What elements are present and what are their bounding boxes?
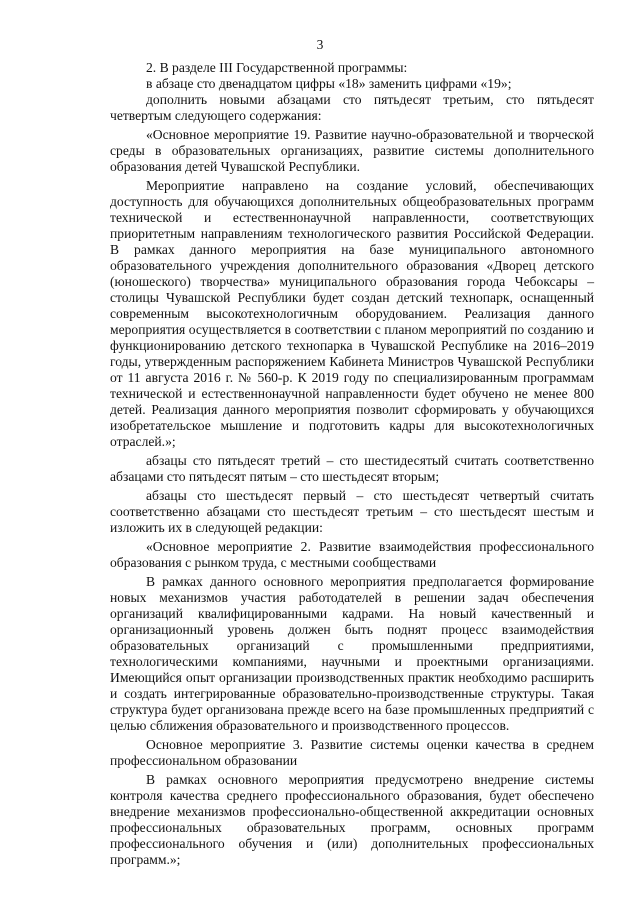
paragraph: 2. В разделе III Государственной программы:: [146, 60, 408, 75]
paragraph: «Основное мероприятие 19. Развитие научно-образовательной и творческой среды в образовательных организациях, развитие системы дополнительного образования детей Чувашской Республики.: [110, 127, 594, 174]
paragraph: дополнить новыми абзацами сто пятьдесят третьим, сто пятьдесят четвертым следующего содержания:: [110, 92, 594, 123]
paragraph: В рамках данного основного мероприятия предполагается формирование новых механизмов участия работодателей в решении задач обеспечения организаций квалифицированными кадрами. На новый качественный и организационный уровень должен быть поднят процесс взаимодействия образовательных организаций с промышленными предприятиями, технологическими компаниями, научными и проектными организациями. Имеющийся опыт организации производственных практик необходимо расширить и создать интегрированные образовательно-производственные структуры. Такая структура будет организована прежде всего на базе промышленных предприятий с целью сближения образовательного и производственного процессов.: [110, 574, 594, 733]
paragraph: в абзаце сто двенадцатом цифры «18» заменить цифрами «19»;: [146, 76, 512, 91]
paragraph: абзацы сто шестьдесят первый – сто шестьдесят четвертый считать соответственно абзацами сто шестьдесят третьим – сто шестьдесят шестым и изложить их в следующей редакции:: [110, 488, 594, 535]
page-number: 3: [316, 37, 324, 52]
paragraph: абзацы сто пятьдесят третий – сто шестидесятый считать соответственно абзацами сто пятьдесят пятым – сто шестьдесят вторым;: [110, 453, 594, 484]
paragraph: Мероприятие направлено на создание условий, обеспечивающих доступность для обучающихся дополнительных общеобразовательных программ технической и естественнонаучной направленности, соответствующих приоритетным направлениям технологического развития Российской Федерации. В рамках данного мероприятия на базе муниципального автономного образовательного учреждения дополнительного образования «Дворец детского (юношеского) творчества» муниципального образования города Чебоксары – столицы Чувашской Республики будет создан детский технопарк, оснащенный современным высокотехнологичным оборудованием. Реализация данного мероприятия осуществляется в соответствии с планом мероприятий по созданию и функционированию детского технопарка в Чувашской Республике на 2016–2019 годы, утвержденным распоряжением Кабинета Министров Чувашской Республики от 11 августа 2016 г. № 560-р. К 2019 году по специализированным программам технической и естественнонаучной направленности будет обучено не менее 800 детей. Реализация данного мероприятия позволит сформировать у обучающихся изобретательское мышление и подготовить кадры для высокотехнологичных отраслей.»;: [110, 178, 594, 449]
document-body: [110, 60, 594, 868]
paragraph: «Основное мероприятие 2. Развитие взаимодействия профессионального образования с рынком труда, с местными сообществами: [110, 539, 594, 570]
paragraph: Основное мероприятие 3. Развитие системы оценки качества в среднем профессиональном образовании: [110, 737, 594, 768]
paragraph: В рамках основного мероприятия предусмотрено внедрение системы контроля качества среднего профессионального образования, будет обеспечено внедрение механизмов профессионально-общественной аккредитации основных профессиональных образовательных программ, основных программ профессионального обучения и (или) дополнительных профессиональных программ.»;: [110, 772, 594, 867]
